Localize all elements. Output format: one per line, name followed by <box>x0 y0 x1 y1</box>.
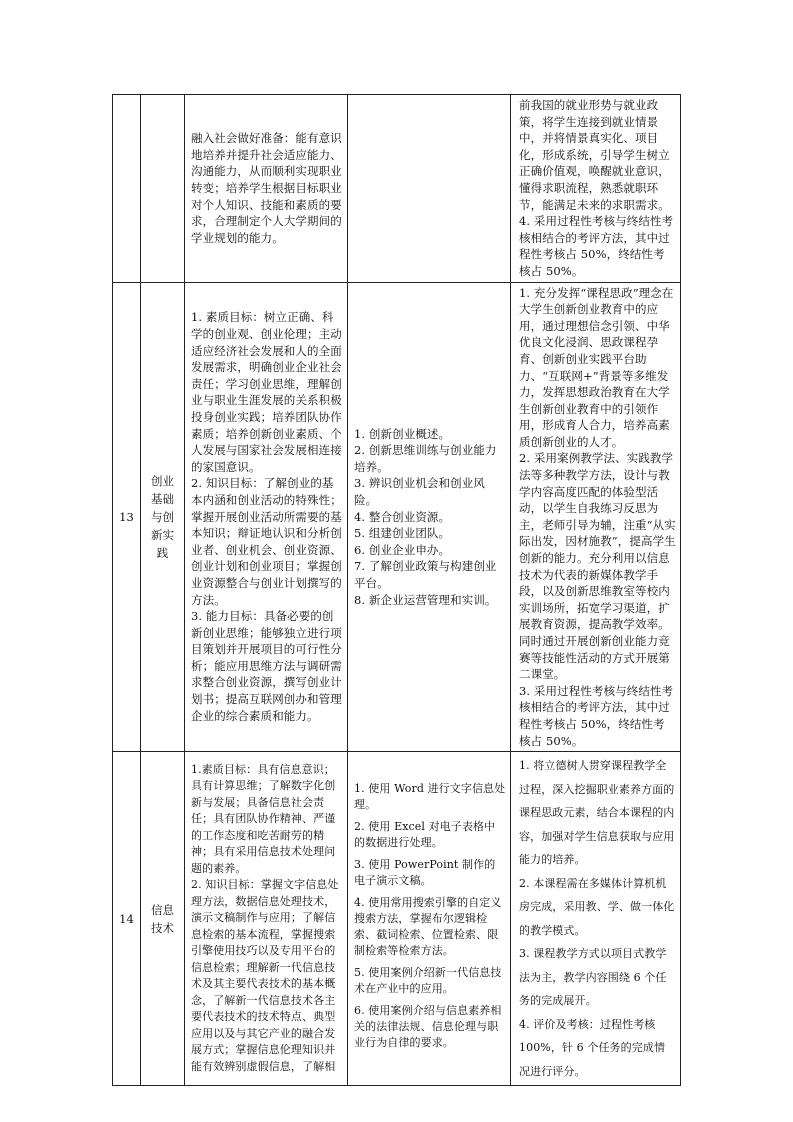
content-item: 6. 创业企业申办。 <box>354 542 451 557</box>
method-paragraph: 4. 评价及考核：过程性考核 100%，针 6 个任务的完成情况进行评分。 <box>519 1017 666 1078</box>
course-goals-cell <box>185 95 348 283</box>
course-content-cell <box>348 282 511 752</box>
course-number-cell: 14 <box>113 752 141 1086</box>
course-content-cell <box>348 752 511 1086</box>
method-paragraph: 1. 充分发挥“课程思政”理念在大学生创新创业教育中的应用，通过理想信念引领、中华优良文化浸润、思政课程孕育、创新创业实践平台助力、“互联网+”背景等多维发力，发挥思想政治教育在大学生创新创业教育中的引领作用，形成育人合力，培养高素质创新创业的人才。 <box>519 285 674 449</box>
content-item: 7. 了解创业政策与构建创业平台。 <box>354 559 497 590</box>
method-paragraph: 2. 本课程需在多媒体计算机机房完成，采用教、学、做一体化的教学模式。 <box>519 876 675 937</box>
goal-paragraph: 2. 知识目标：掌握文字信息处理方法，数据信息处理技术，演示文稿制作与应用；了解信息检索的基本流程，掌握搜索引擎使用技巧以及专用平台的信息检索；理解新一代信息技术及其主要代表技术的基本概念，了解新一代信息技术各主要代表技术的技术特点、典型应用以及与其它产业的融合发展方式；掌握信息伦理知识并能有效辨别虚假信息，了解相 <box>191 878 339 1073</box>
method-paragraph: 前我国的就业形势与就业政策，将学生连接到就业情景中，并将情景真实化、项目化，形成系统，引导学生树立正确价值观，唤醒就业意识，懂得求职流程，熟悉就职环节，能满足未来的求职需求。 <box>519 98 670 212</box>
teaching-method-cell <box>511 95 681 283</box>
goal-paragraph: 3. 能力目标：具备必要的创新创业思维；能够独立进行项目策划并开展项目的可行性分析；能应用思维方法与调研需求整合创业资源，撰写创业计划书；提高互联网创办和管理企业的综合素质和能力。 <box>191 609 342 723</box>
course-content-cell <box>348 95 511 283</box>
goal-paragraph: 融入社会做好准备：能有意识地培养并提升社会适应能力、沟通能力，从而顺利实现职业转变；培养学生根据目标职业对个人知识、技能和素质的要求，合理制定个人大学期间的学业规划的能力。 <box>191 131 342 245</box>
goal-paragraph: 2. 知识目标：了解创业的基本内涵和创业活动的特殊性；掌握开展创业活动所需要的基本知识；辩证地认识和分析创业者、创业机会、创业资源、创业计划和创业项目；掌握创业资源整合与创业计划撰写的方法。 <box>191 476 342 607</box>
content-item: 8. 新企业运营管理和实训。 <box>354 592 497 607</box>
method-paragraph: 4. 采用过程性考核与终结性考核相结合的考评方法，其中过程性考核占 50%，终结性考核占 50%。 <box>519 214 674 278</box>
course-goals-cell <box>185 282 348 752</box>
course-number-cell <box>113 95 141 283</box>
content-item: 3. 辨识创业机会和创业风险。 <box>354 476 485 507</box>
content-item: 4. 整合创业资源。 <box>354 509 451 524</box>
course-number-cell: 13 <box>113 282 141 752</box>
table-row <box>113 282 681 752</box>
content-item: 4. 使用常用搜索引擎的自定义搜索方法，掌握布尔逻辑检索、截词检索、位置检索、限制检索等检索方法。 <box>354 895 502 957</box>
method-paragraph: 3. 课程教学方式以项目式教学法为主，教学内容围绕 6 个任务的完成展开。 <box>519 947 667 1008</box>
table-row <box>113 752 681 1086</box>
course-table <box>112 94 681 1086</box>
course-name-cell <box>141 95 185 283</box>
method-paragraph: 2. 采用案例教学法、实践教学法等多种教学方法，设计与教学内容高度匹配的体验型活动，以学生自我练习反思为主，老师引导为辅，注重“从实际出发，因材施教”，提高学生创新的能力。充分利用以信息技术为代表的新媒体教学手段，以及创新思维教室等校内实训场所，拓宽学习渠道，扩展教育资源，提高教学效率。同时通过开展创新创业能力竞赛等技能性活动的方式开展第二课堂。 <box>519 451 676 682</box>
course-goals-cell <box>185 752 348 1086</box>
goal-paragraph: 1.素质目标：具有信息意识；具有计算思维；了解数字化创新与发展；具备信息社会责任；具有团队协作精神、严谨的工作态度和吃苦耐劳的精神；具有采用信息技术处理问题的素养。 <box>191 762 336 875</box>
goal-paragraph: 1. 素质目标：树立正确、科学的创业观、创业伦理；主动适应经济社会发展和人的全面发展需求，明确创业企业社会责任；学习创业思维，理解创业与职业生涯发展的关系积极投身创业实践；培养团队协作素质；培养创新创业素质、个人发展与国家社会发展相连接的家国意识。 <box>191 310 342 474</box>
content-item: 1. 使用 Word 进行文字信息处理。 <box>354 781 506 811</box>
table-row <box>113 95 681 283</box>
content-item: 6. 使用案例介绍与信息素养相关的法律法规、信息伦理与职业行为自律的要求。 <box>354 1003 502 1049</box>
course-name-text: 创业基础与创新实践 <box>151 473 174 560</box>
method-paragraph: 3. 采用过程性考核与终结性考核相结合的考评方法，其中过程性考核占 50%，终结性考核占 50%。 <box>519 683 674 748</box>
method-paragraph: 1. 将立德树人贯穿课程教学全过程，深入挖掘职业素养方面的课程思政元素，结合本课程的内容，加强对学生信息获取与应用能力的培养。 <box>519 759 675 867</box>
content-item: 5. 组建创业团队。 <box>354 526 451 541</box>
content-item: 1. 创新创业概述。 <box>354 426 451 441</box>
content-item: 2. 使用 Excel 对电子表格中的数据进行处理。 <box>354 819 496 849</box>
content-item: 2. 创新思维训练与创业能力培养。 <box>354 443 497 474</box>
teaching-method-cell <box>511 282 681 752</box>
teaching-method-cell <box>511 752 681 1086</box>
content-item: 3. 使用 PowerPoint 制作的电子演示文稿。 <box>354 857 496 887</box>
content-item: 5. 使用案例介绍新一代信息技术在产业中的应用。 <box>354 965 502 995</box>
course-name-cell <box>141 752 185 1086</box>
course-name-cell <box>141 282 185 752</box>
course-name-text: 信息技术 <box>151 902 174 935</box>
